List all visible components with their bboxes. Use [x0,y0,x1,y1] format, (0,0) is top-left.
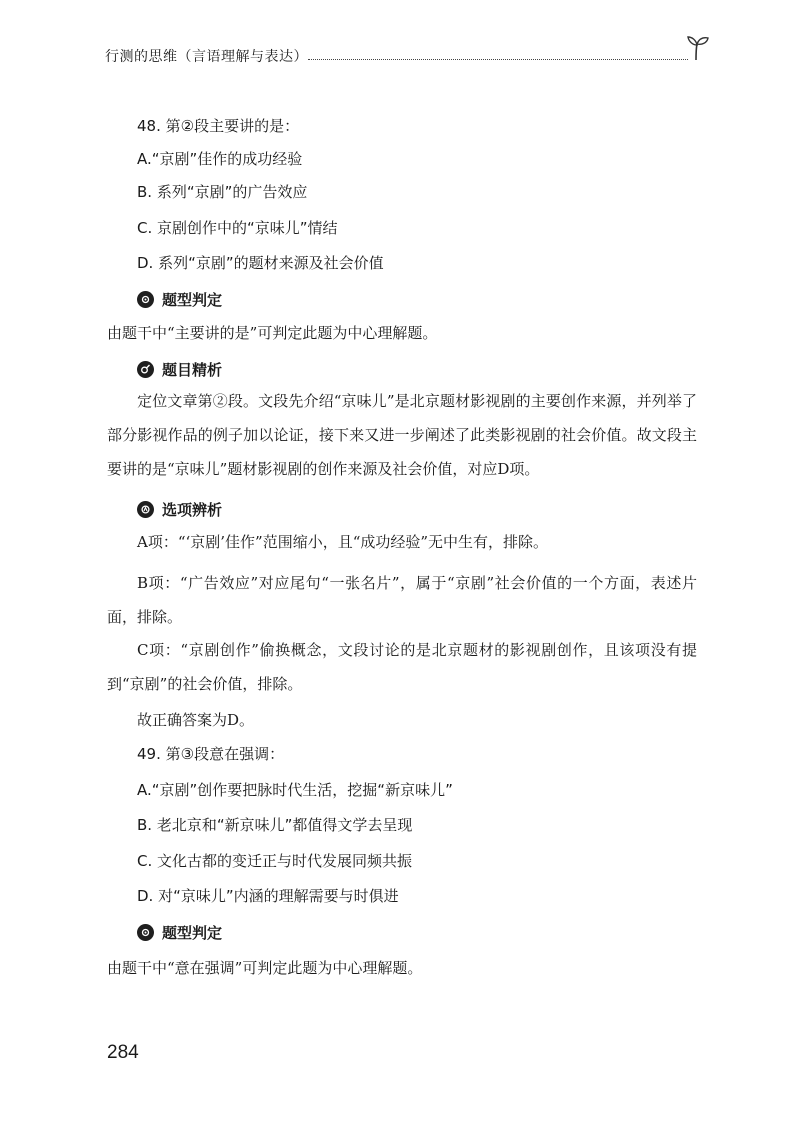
q49-option-a: A.“京剧”创作要把脉时代生活，挖掘“新京味儿” [137,781,453,799]
q48-option-a: A.“京剧”佳作的成功经验 [137,150,303,168]
running-header [105,48,710,72]
q48-option-a-analysis: A项：“‘京剧’佳作”范围缩小，且“成功经验”无中生有，排除。 [137,533,549,551]
compass-icon [137,501,154,518]
q48-analysis-text [107,384,697,486]
q48-analysis-heading-label: 题目精析 [162,360,223,379]
header-title: 行测的思维（言语理解与表达） [105,49,308,65]
q49-type-text: 由题干中“意在强调”可判定此题为中心理解题。 [107,959,423,977]
magnifier-icon [137,361,154,378]
q48-type-heading-label: 题型判定 [162,290,223,309]
q48-analysis-body: 定位文章第②段。文段先介绍“京味儿”是北京题材影视剧的主要创作来源，并列举了部分影视作品的例子加以论证，接下来又进一步阐述了此类影视剧的社会价值。故文段主要讲的是“京味儿”题材影视剧的创作来源及社会价值，对应D项。 [107,392,697,478]
q48-stem: 48. 第②段主要讲的是： [137,117,300,135]
gear-icon [137,291,154,308]
q48-type-text: 由题干中“主要讲的是”可判定此题为中心理解题。 [107,324,438,342]
q48-option-c: C. 京剧创作中的“京味儿”情结 [137,219,338,237]
gear-icon [137,924,154,941]
q48-options-heading [137,499,222,519]
page-number: 284 [107,1042,139,1063]
q48-option-b: B. 系列“京剧”的广告效应 [137,183,308,201]
q49-option-c: C. 文化古都的变迁正与时代发展同频共振 [137,852,413,870]
q49-type-heading [137,922,222,942]
q49-option-d: D. 对“京味儿”内涵的理解需要与时俱进 [137,887,399,905]
q48-analysis-heading [137,359,222,379]
q48-option-d: D. 系列“京剧”的题材来源及社会价值 [137,254,384,272]
header-dotted-rule [308,59,688,60]
q48-type-heading [137,289,222,309]
q48-option-c-analysis: C项：“京剧创作”偷换概念，文段讨论的是北京题材的影视剧创作，且该项没有提到“京剧”的社会价值，排除。 [107,641,697,693]
q48-options-heading-label: 选项辨析 [162,500,223,519]
q49-option-b: B. 老北京和“新京味儿”都值得文学去呈现 [137,816,413,834]
q48-option-b-analysis: B项：“广告效应”对应尾句“一张名片”，属于“京剧”社会价值的一个方面，表述片面，排除。 [107,574,697,626]
q48-answer: 故正确答案为D。 [137,711,255,729]
q49-stem: 49. 第③段意在强调： [137,745,285,763]
sprout-icon [682,34,710,62]
q49-type-heading-label: 题型判定 [162,923,223,942]
